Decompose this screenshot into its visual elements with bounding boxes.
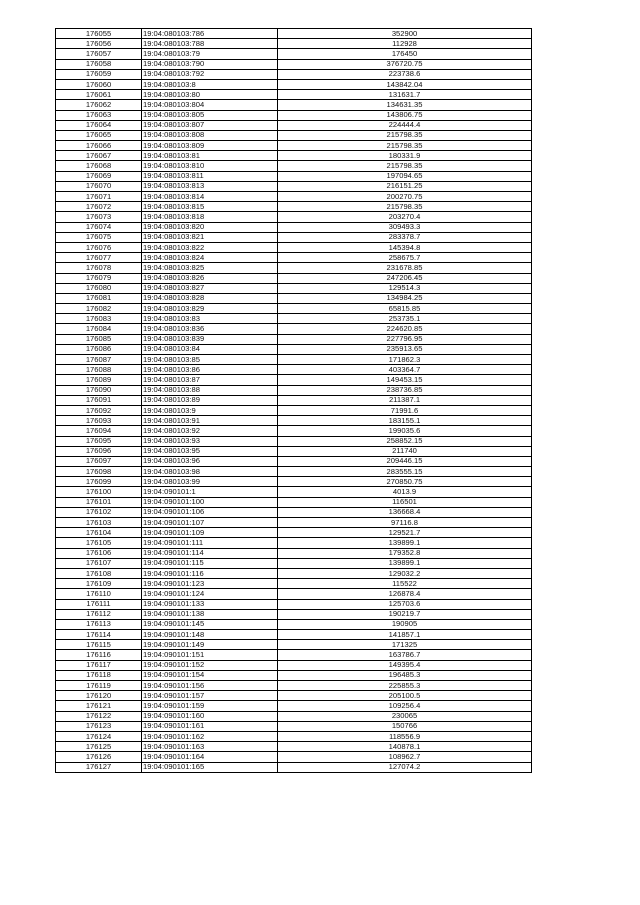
value-cell: 223738.6 (278, 69, 532, 79)
record-id-cell: 176109 (56, 579, 142, 589)
value-cell: 4013.9 (278, 487, 532, 497)
table-row (56, 548, 532, 558)
record-id-cell: 176114 (56, 630, 142, 640)
record-id-cell: 176103 (56, 518, 142, 528)
value-cell: 258852.15 (278, 436, 532, 446)
record-id-cell: 176111 (56, 599, 142, 609)
record-id-cell: 176126 (56, 752, 142, 762)
record-id-cell: 176105 (56, 538, 142, 548)
record-id-cell: 176063 (56, 110, 142, 120)
cadastral-number-cell: 19:04:090101:148 (142, 630, 278, 640)
record-id-cell: 176086 (56, 344, 142, 354)
value-cell: 171862.3 (278, 355, 532, 365)
table-row (56, 497, 532, 507)
cadastral-number-cell: 19:04:090101:114 (142, 548, 278, 558)
record-id-cell: 176125 (56, 742, 142, 752)
table-row (56, 640, 532, 650)
record-id-cell: 176113 (56, 619, 142, 629)
value-cell: 309493.3 (278, 222, 532, 232)
table-row (56, 518, 532, 528)
cadastral-number-cell: 19:04:080103:804 (142, 100, 278, 110)
record-id-cell: 176059 (56, 69, 142, 79)
table-row (56, 742, 532, 752)
table-row (56, 416, 532, 426)
value-cell: 215798.35 (278, 202, 532, 212)
table-row (56, 171, 532, 181)
record-id-cell: 176085 (56, 334, 142, 344)
table-row (56, 385, 532, 395)
record-id-cell: 176116 (56, 650, 142, 660)
cadastral-number-cell: 19:04:090101:133 (142, 599, 278, 609)
cadastral-number-cell: 19:04:080103:89 (142, 395, 278, 405)
value-cell: 197094.65 (278, 171, 532, 181)
table-row (56, 130, 532, 140)
table-row (56, 467, 532, 477)
record-id-cell: 176055 (56, 29, 142, 39)
record-id-cell: 176077 (56, 253, 142, 263)
value-cell: 129514.3 (278, 283, 532, 293)
value-cell: 108962.7 (278, 752, 532, 762)
value-cell: 235913.65 (278, 344, 532, 354)
value-cell: 230065 (278, 711, 532, 721)
record-id-cell: 176084 (56, 324, 142, 334)
record-id-cell: 176095 (56, 436, 142, 446)
cadastral-number-cell: 19:04:080103:88 (142, 385, 278, 395)
table-row (56, 344, 532, 354)
cadastral-number-cell: 19:04:080103:820 (142, 222, 278, 232)
record-id-cell: 176064 (56, 120, 142, 130)
record-id-cell: 176098 (56, 467, 142, 477)
table-row (56, 242, 532, 252)
cadastral-number-cell: 19:04:080103:80 (142, 90, 278, 100)
cadastral-number-cell: 19:04:080103:792 (142, 69, 278, 79)
cadastral-number-cell: 19:04:090101:145 (142, 619, 278, 629)
record-id-cell: 176076 (56, 242, 142, 252)
record-id-cell: 176100 (56, 487, 142, 497)
cadastral-number-cell: 19:04:080103:98 (142, 467, 278, 477)
cadastral-number-cell: 19:04:080103:818 (142, 212, 278, 222)
table-row (56, 273, 532, 283)
cadastral-number-cell: 19:04:080103:84 (142, 344, 278, 354)
cadastral-number-cell: 19:04:090101:124 (142, 589, 278, 599)
table-row (56, 110, 532, 120)
value-cell: 149395.4 (278, 660, 532, 670)
record-id-cell: 176104 (56, 528, 142, 538)
value-cell: 134631.35 (278, 100, 532, 110)
value-cell: 227796.95 (278, 334, 532, 344)
value-cell: 196485.3 (278, 670, 532, 680)
table-row (56, 324, 532, 334)
record-id-cell: 176094 (56, 426, 142, 436)
value-cell: 283378.7 (278, 232, 532, 242)
cadastral-number-cell: 19:04:090101:116 (142, 568, 278, 578)
value-cell: 270850.75 (278, 477, 532, 487)
record-id-cell: 176124 (56, 731, 142, 741)
record-id-cell: 176115 (56, 640, 142, 650)
record-id-cell: 176093 (56, 416, 142, 426)
table-row (56, 446, 532, 456)
value-cell: 352900 (278, 29, 532, 39)
table-row (56, 752, 532, 762)
value-cell: 179352.8 (278, 548, 532, 558)
value-cell: 215798.35 (278, 161, 532, 171)
value-cell: 149453.15 (278, 375, 532, 385)
cadastral-number-cell: 19:04:080103:808 (142, 130, 278, 140)
table-row (56, 630, 532, 640)
table-row (56, 619, 532, 629)
value-cell: 176450 (278, 49, 532, 59)
cadastral-number-cell: 19:04:080103:96 (142, 456, 278, 466)
record-id-cell: 176060 (56, 79, 142, 89)
table-row (56, 456, 532, 466)
value-cell: 141857.1 (278, 630, 532, 640)
cadastral-number-cell: 19:04:080103:810 (142, 161, 278, 171)
table-row (56, 263, 532, 273)
cadastral-number-cell: 19:04:090101:106 (142, 507, 278, 517)
table-row (56, 283, 532, 293)
value-cell: 258675.7 (278, 253, 532, 263)
cadastral-number-cell: 19:04:080103:8 (142, 79, 278, 89)
value-cell: 215798.35 (278, 141, 532, 151)
record-id-cell: 176108 (56, 568, 142, 578)
record-id-cell: 176110 (56, 589, 142, 599)
cadastral-number-cell: 19:04:080103:99 (142, 477, 278, 487)
cadastral-number-cell: 19:04:080103:839 (142, 334, 278, 344)
table-row (56, 599, 532, 609)
cadastral-number-cell: 19:04:090101:159 (142, 701, 278, 711)
value-cell: 143842.04 (278, 79, 532, 89)
value-cell: 71991.6 (278, 405, 532, 415)
record-id-cell: 176099 (56, 477, 142, 487)
cadastral-number-cell: 19:04:080103:91 (142, 416, 278, 426)
record-id-cell: 176062 (56, 100, 142, 110)
table-row (56, 202, 532, 212)
table-row (56, 29, 532, 39)
value-cell: 190219.7 (278, 609, 532, 619)
cadastral-number-cell: 19:04:080103:786 (142, 29, 278, 39)
cadastral-number-cell: 19:04:090101:152 (142, 660, 278, 670)
cadastral-number-cell: 19:04:080103:83 (142, 314, 278, 324)
record-id-cell: 176123 (56, 721, 142, 731)
cadastral-number-cell: 19:04:090101:107 (142, 518, 278, 528)
table-row (56, 426, 532, 436)
table-row (56, 49, 532, 59)
table-row (56, 660, 532, 670)
record-id-cell: 176088 (56, 365, 142, 375)
record-id-cell: 176082 (56, 304, 142, 314)
cadastral-number-cell: 19:04:080103:85 (142, 355, 278, 365)
table-row (56, 395, 532, 405)
cadastral-number-cell: 19:04:080103:824 (142, 253, 278, 263)
table-row (56, 568, 532, 578)
value-cell: 129521.7 (278, 528, 532, 538)
cadastral-number-cell: 19:04:080103:807 (142, 120, 278, 130)
record-id-cell: 176091 (56, 395, 142, 405)
table-row (56, 59, 532, 69)
table-row (56, 609, 532, 619)
table-row (56, 253, 532, 263)
value-cell: 171325 (278, 640, 532, 650)
table-body (56, 29, 532, 773)
value-cell: 190905 (278, 619, 532, 629)
record-id-cell: 176067 (56, 151, 142, 161)
cadastral-number-cell: 19:04:080103:827 (142, 283, 278, 293)
record-id-cell: 176096 (56, 446, 142, 456)
record-id-cell: 176117 (56, 660, 142, 670)
cadastral-number-cell: 19:04:080103:815 (142, 202, 278, 212)
value-cell: 118556.9 (278, 731, 532, 741)
table-row (56, 691, 532, 701)
cadastral-number-cell: 19:04:090101:157 (142, 691, 278, 701)
table-row (56, 579, 532, 589)
value-cell: 205100.5 (278, 691, 532, 701)
table-row (56, 365, 532, 375)
table-row (56, 232, 532, 242)
cadastral-number-cell: 19:04:080103:9 (142, 405, 278, 415)
record-id-cell: 176057 (56, 49, 142, 59)
value-cell: 140878.1 (278, 742, 532, 752)
cadastral-number-cell: 19:04:090101:1 (142, 487, 278, 497)
record-id-cell: 176118 (56, 670, 142, 680)
table-row (56, 293, 532, 303)
record-id-cell: 176069 (56, 171, 142, 181)
record-id-cell: 176056 (56, 39, 142, 49)
record-id-cell: 176075 (56, 232, 142, 242)
value-cell: 231678.85 (278, 263, 532, 273)
value-cell: 112928 (278, 39, 532, 49)
table-row (56, 181, 532, 191)
table-row (56, 375, 532, 385)
table-row (56, 711, 532, 721)
cadastral-number-cell: 19:04:080103:825 (142, 263, 278, 273)
record-id-cell: 176070 (56, 181, 142, 191)
value-cell: 199035.6 (278, 426, 532, 436)
record-id-cell: 176101 (56, 497, 142, 507)
record-id-cell: 176127 (56, 762, 142, 772)
table-row (56, 69, 532, 79)
cadastral-number-cell: 19:04:090101:156 (142, 681, 278, 691)
table-row (56, 314, 532, 324)
cadastral-number-cell: 19:04:090101:160 (142, 711, 278, 721)
cadastral-number-cell: 19:04:080103:814 (142, 192, 278, 202)
cadastral-number-cell: 19:04:080103:790 (142, 59, 278, 69)
value-cell: 109256.4 (278, 701, 532, 711)
record-id-cell: 176090 (56, 385, 142, 395)
table-row (56, 141, 532, 151)
value-cell: 139899.1 (278, 538, 532, 548)
record-id-cell: 176083 (56, 314, 142, 324)
value-cell: 163786.7 (278, 650, 532, 660)
record-id-cell: 176102 (56, 507, 142, 517)
value-cell: 145394.8 (278, 242, 532, 252)
cadastral-number-cell: 19:04:090101:149 (142, 640, 278, 650)
record-id-cell: 176122 (56, 711, 142, 721)
value-cell: 211740 (278, 446, 532, 456)
record-id-cell: 176078 (56, 263, 142, 273)
record-id-cell: 176112 (56, 609, 142, 619)
record-id-cell: 176121 (56, 701, 142, 711)
cadastral-number-cell: 19:04:090101:162 (142, 731, 278, 741)
value-cell: 143806.75 (278, 110, 532, 120)
cadastral-number-cell: 19:04:090101:154 (142, 670, 278, 680)
record-id-cell: 176087 (56, 355, 142, 365)
table-row (56, 477, 532, 487)
cadastral-number-cell: 19:04:080103:811 (142, 171, 278, 181)
value-cell: 126878.4 (278, 589, 532, 599)
record-id-cell: 176089 (56, 375, 142, 385)
cadastral-number-cell: 19:04:080103:821 (142, 232, 278, 242)
table-row (56, 681, 532, 691)
record-id-cell: 176071 (56, 192, 142, 202)
table-row (56, 100, 532, 110)
table-row (56, 79, 532, 89)
value-cell: 238736.85 (278, 385, 532, 395)
value-cell: 127074.2 (278, 762, 532, 772)
value-cell: 225855.3 (278, 681, 532, 691)
record-id-cell: 176058 (56, 59, 142, 69)
value-cell: 224444.4 (278, 120, 532, 130)
cadastral-number-cell: 19:04:080103:813 (142, 181, 278, 191)
table-row (56, 731, 532, 741)
record-id-cell: 176120 (56, 691, 142, 701)
table-row (56, 90, 532, 100)
value-cell: 136668.4 (278, 507, 532, 517)
cadastral-number-cell: 19:04:080103:805 (142, 110, 278, 120)
record-id-cell: 176068 (56, 161, 142, 171)
table-row (56, 304, 532, 314)
cadastral-number-cell: 19:04:090101:123 (142, 579, 278, 589)
cadastral-number-cell: 19:04:090101:115 (142, 558, 278, 568)
cadastral-number-cell: 19:04:080103:79 (142, 49, 278, 59)
value-cell: 209446.15 (278, 456, 532, 466)
record-id-cell: 176106 (56, 548, 142, 558)
table-row (56, 558, 532, 568)
value-cell: 139899.1 (278, 558, 532, 568)
value-cell: 224620.85 (278, 324, 532, 334)
cadastral-number-cell: 19:04:080103:95 (142, 446, 278, 456)
data-table (55, 28, 532, 773)
table-row (56, 670, 532, 680)
value-cell: 283555.15 (278, 467, 532, 477)
table-row (56, 212, 532, 222)
value-cell: 180331.9 (278, 151, 532, 161)
record-id-cell: 176092 (56, 405, 142, 415)
table-row (56, 39, 532, 49)
cadastral-number-cell: 19:04:080103:826 (142, 273, 278, 283)
cadastral-number-cell: 19:04:090101:163 (142, 742, 278, 752)
value-cell: 216151.25 (278, 181, 532, 191)
record-id-cell: 176081 (56, 293, 142, 303)
value-cell: 183155.1 (278, 416, 532, 426)
record-id-cell: 176107 (56, 558, 142, 568)
cadastral-number-cell: 19:04:090101:161 (142, 721, 278, 731)
table-row (56, 161, 532, 171)
value-cell: 403364.7 (278, 365, 532, 375)
cadastral-number-cell: 19:04:080103:86 (142, 365, 278, 375)
value-cell: 116501 (278, 497, 532, 507)
record-id-cell: 176066 (56, 141, 142, 151)
value-cell: 253735.1 (278, 314, 532, 324)
table-row (56, 436, 532, 446)
record-id-cell: 176079 (56, 273, 142, 283)
value-cell: 150766 (278, 721, 532, 731)
table-row (56, 589, 532, 599)
table-row (56, 405, 532, 415)
record-id-cell: 176080 (56, 283, 142, 293)
cadastral-number-cell: 19:04:090101:164 (142, 752, 278, 762)
record-id-cell: 176065 (56, 130, 142, 140)
table-row (56, 120, 532, 130)
value-cell: 129032.2 (278, 568, 532, 578)
table-row (56, 762, 532, 772)
cadastral-number-cell: 19:04:090101:109 (142, 528, 278, 538)
cadastral-number-cell: 19:04:090101:165 (142, 762, 278, 772)
value-cell: 97116.8 (278, 518, 532, 528)
cadastral-number-cell: 19:04:080103:822 (142, 242, 278, 252)
cadastral-number-cell: 19:04:080103:836 (142, 324, 278, 334)
cadastral-number-cell: 19:04:090101:111 (142, 538, 278, 548)
record-id-cell: 176072 (56, 202, 142, 212)
table-row (56, 721, 532, 731)
table-row (56, 151, 532, 161)
cadastral-number-cell: 19:04:090101:138 (142, 609, 278, 619)
cadastral-number-cell: 19:04:080103:81 (142, 151, 278, 161)
table-row (56, 650, 532, 660)
table-row (56, 528, 532, 538)
value-cell: 134984.25 (278, 293, 532, 303)
value-cell: 125703.6 (278, 599, 532, 609)
cadastral-number-cell: 19:04:090101:151 (142, 650, 278, 660)
table-row (56, 487, 532, 497)
cadastral-number-cell: 19:04:080103:788 (142, 39, 278, 49)
cadastral-number-cell: 19:04:090101:100 (142, 497, 278, 507)
value-cell: 200270.75 (278, 192, 532, 202)
record-id-cell: 176073 (56, 212, 142, 222)
value-cell: 215798.35 (278, 130, 532, 140)
record-id-cell: 176074 (56, 222, 142, 232)
value-cell: 211387.1 (278, 395, 532, 405)
table-row (56, 701, 532, 711)
value-cell: 65815.85 (278, 304, 532, 314)
value-cell: 115522 (278, 579, 532, 589)
cadastral-number-cell: 19:04:080103:809 (142, 141, 278, 151)
cadastral-number-cell: 19:04:080103:829 (142, 304, 278, 314)
table-row (56, 538, 532, 548)
value-cell: 376720.75 (278, 59, 532, 69)
value-cell: 131631.7 (278, 90, 532, 100)
value-cell: 247206.45 (278, 273, 532, 283)
cadastral-number-cell: 19:04:080103:87 (142, 375, 278, 385)
record-id-cell: 176097 (56, 456, 142, 466)
record-id-cell: 176061 (56, 90, 142, 100)
cadastral-number-cell: 19:04:080103:828 (142, 293, 278, 303)
table-row (56, 334, 532, 344)
table-row (56, 507, 532, 517)
table-row (56, 192, 532, 202)
table-row (56, 355, 532, 365)
record-id-cell: 176119 (56, 681, 142, 691)
cadastral-number-cell: 19:04:080103:92 (142, 426, 278, 436)
table-row (56, 222, 532, 232)
cadastral-number-cell: 19:04:080103:93 (142, 436, 278, 446)
value-cell: 203270.4 (278, 212, 532, 222)
